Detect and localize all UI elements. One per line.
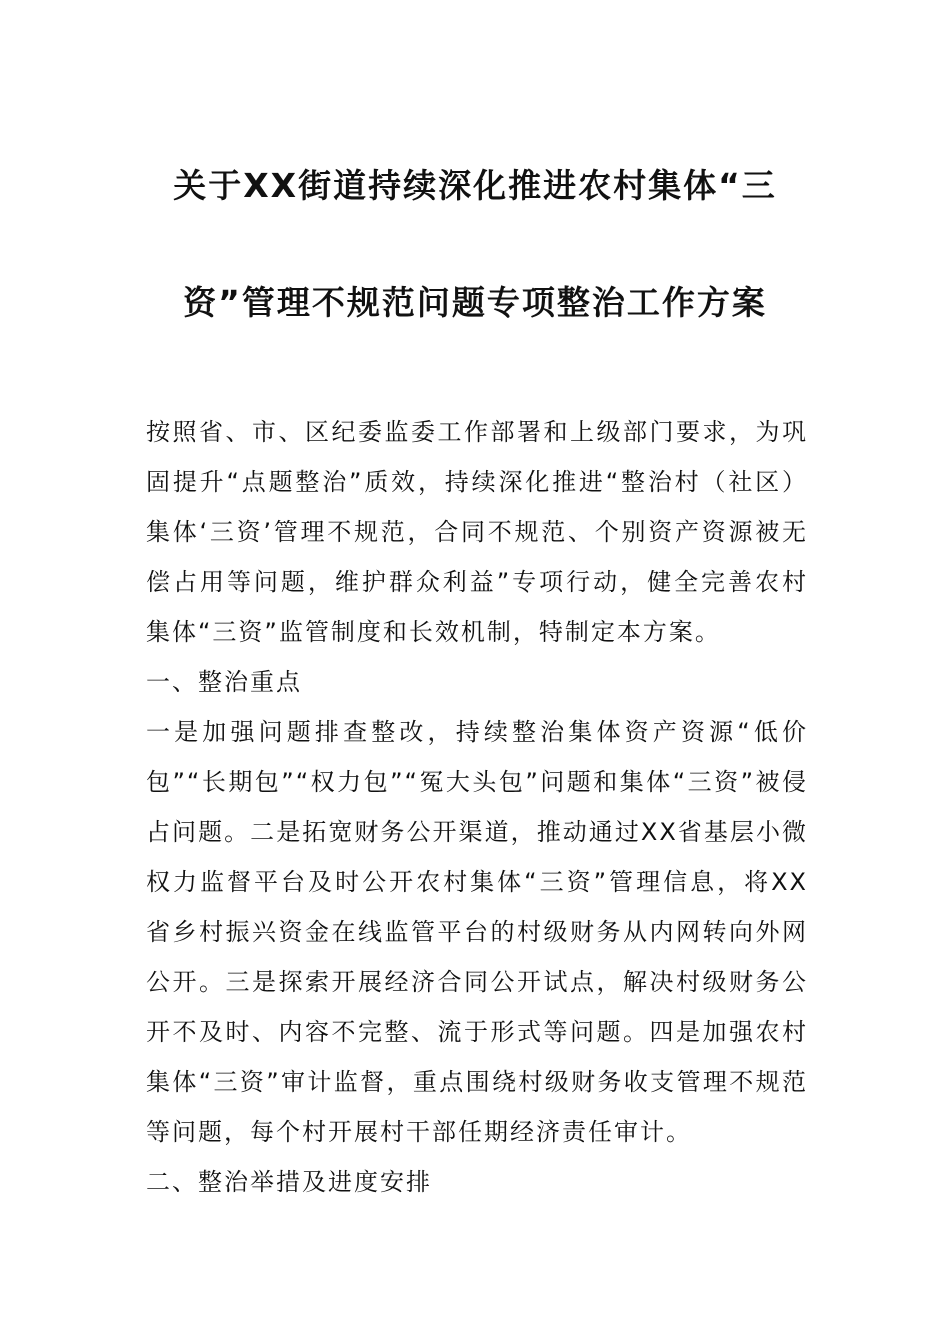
section-heading-1: 一、整治重点 xyxy=(146,668,302,696)
intro-paragraph: 按照省、市、区纪委监委工作部署和上级部门要求，为巩固提升“点题整治”质效，持续深化推进“整治村（社区）集体‘三资’管理不规范，合同不规范、个别资产资源被无偿占用等问题，维护群众利益”专项行动，健全完善农村集体“三资”监管制度和长效机制，特制定本方案。 xyxy=(146,418,808,646)
document-title-line1: 关于XX街道持续深化推进农村集体“三 xyxy=(173,166,777,205)
section-heading-2: 二、整治举措及进度安排 xyxy=(146,1168,432,1196)
section1-paragraph: 一是加强问题排查整改，持续整治集体资产资源“低价包”“长期包”“权力包”“冤大头包”问题和集体“三资”被侵占问题。二是拓宽财务公开渠道，推动通过XX省基层小微权力监督平台及时公开农村集体“三资”管理信息，将XX省乡村振兴资金在线监管平台的村级财务从内网转向外网公开。三是探索开展经济合同公开试点，解决村级财务公开不及时、内容不完整、流于形式等问题。四是加强农村集体“三资”审计监督，重点围绕村级财务收支管理不规范等问题，每个村开展村干部任期经济责任审计。 xyxy=(146,718,808,1146)
document-title-line2: 资”管理不规范问题专项整治工作方案 xyxy=(183,283,767,322)
